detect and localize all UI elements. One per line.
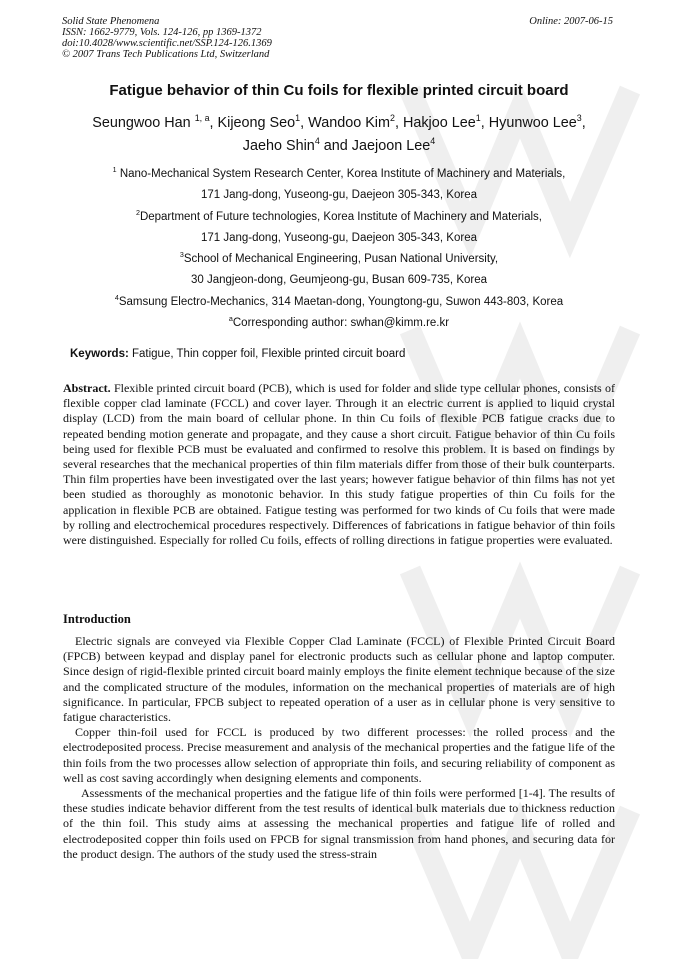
author-sup: 4 [314,136,320,147]
issn-line: ISSN: 1662-9779, Vols. 124-126, pp 1369-1372 [62,27,262,38]
paper-title: Fatigue behavior of thin Cu foils for flexible printed circuit board [109,82,569,99]
corresponding-sup: a [228,315,233,324]
affiliation-3-line-1 [40,249,638,270]
affiliation-text: Department of Future technologies, Korea Institute of Machinery and Materials, [139,210,543,223]
author-sup: 1, a [194,113,210,124]
corresponding-author [40,313,638,334]
affiliation-2-line-2: 171 Jang-dong, Yuseong-gu, Daejeon 305-343, Korea [200,231,477,244]
online-date: Online: 2007-06-15 [529,16,613,27]
intro-paragraph-2: Copper thin-foil used for FCCL is produced by two different processes: the rolled process and the electrodeposited process. Precise measurement and analysis of the mechanical properties and the fatigue life of the thin foils from the two processes allow selection of appropriate thin foils, and securing reliability of component as well as cost saving accordingly when designing elements and components. [63,725,615,785]
author-line-2 [40,136,638,157]
author-sup: 4 [430,136,436,147]
abstract-text: Flexible printed circuit board (PCB), which is used for folder and slide type cellular phones, consists of flexible copper clad laminate (FCCL) and cover layer. Through it an electric current is applied to liquid crystal display (LCD) from the main board of cellular phone. In thin Cu foils of flexible PCB fatigue cracks due to repeated bending motion generate and propagate, and they cause a short circuit. Fatigue behavior of thin Cu foils being used for flexible PCB must be evaluated and confirmed to resolve this problem. It is based on findings by several researches that the mechanical properties of thin film materials differ from those of their bulk counterparts. Thin film properties have been investigated over the last years; however fatigue behavior of thin films has not yet been studied as thoroughly as monotonic behavior. In this study fatigue properties of thin Cu foils for the application in flexible PCB are obtained. Fatigue testing was performed for two kinds of Cu foils that were made by rolling and electrochemical procedures respectively. Differences of fabrications in fatigue behavior of thin foils were distinguished. Especially for rolled Cu foils, effects of rolling directions in fatigue properties were evaluated. [63,381,615,548]
author-sup: 3 [576,113,582,124]
author-name: Kijeong Seo [217,115,296,131]
keywords-label: Keywords: [70,348,129,360]
author-name: Jaejoon Lee [351,138,431,154]
journal-name: Solid State Phenomena [62,16,160,27]
abstract [63,381,615,548]
affiliation-sup: 4 [114,293,119,302]
affiliation-text: Samsung Electro-Mechanics, 314 Maetan-dong, Youngtong-gu, Suwon 443-803, Korea [118,295,564,308]
abstract-label: Abstract. [63,381,111,395]
affiliation-sup: 3 [179,251,184,260]
keywords [70,348,405,360]
affiliation-1-line-1 [40,164,638,185]
affiliation-text: School of Mechanical Engineering, Pusan National University, [183,253,499,266]
author-name: Hakjoo Lee [402,115,476,131]
keywords-text: Fatigue, Thin copper foil, Flexible printed circuit board [128,348,406,360]
affiliation-1-line-2: 171 Jang-dong, Yuseong-gu, Daejeon 305-343, Korea [200,189,477,202]
introduction-body [63,634,615,862]
author-name: Wandoo Kim [308,115,390,131]
affiliation-text: Nano-Mechanical System Research Center, Korea Institute of Machinery and Materials, [116,168,566,180]
author-line-1: Seungwoo Han $^{1, a}$, Kijeong Seo$^1$, Wandoo Kim$^2$, Hakjoo Lee$^1$, Hyunwoo Lee$^3$, [92,113,586,131]
affiliation-sup: 1 [112,166,117,175]
authors-and: and [323,138,348,154]
copyright-line: © 2007 Trans Tech Publications Ltd, Switzerland [62,49,270,60]
author-name: Seungwoo Han [92,115,191,131]
affiliation-3-line-2: 30 Jangjeon-dong, Geumjeong-gu, Busan 609-735, Korea [190,274,488,287]
introduction-heading: Introduction [63,612,131,626]
affiliation-4-line-1 [40,292,638,313]
affiliations [40,164,638,334]
corresponding-text: Corresponding author: swhan@kimm.re.kr [232,317,450,330]
doi-line: doi:10.4028/www.scientific.net/SSP.124-126.1369 [62,38,272,49]
journal-header [62,16,272,60]
affiliation-sup: 2 [135,208,140,217]
intro-paragraph-1: Electric signals are conveyed via Flexible Copper Clad Laminate (FCCL) of Flexible Printed Circuit Board (FPCB) between keypad and display panel for electronic products such as cellular phone and laptop computer. Since design of rigid-flexible printed circuit board mainly employs the finite element technique because of the size and the complicated structure of the modules, information on the mechanical properties of materials are of high significance. In particular, FPCB subject to repeated operation of a user as in cellular phone is very sensitive to fatigue characteristics. [63,634,615,725]
intro-paragraph-3: Assessments of the mechanical properties and the fatigue life of thin foils were performed [1-4]. The results of these studies indicate behavior different from the test results of identical bulk materials due to thickness reduction of the thin foil. This study aims at assessing the mechanical properties and fatigue life of rolled and electrodeposited copper thin foils used on FPCB for signal transmission from hand phones, and securing data for the product design. The authors of the study used the stress-strain [63,786,615,861]
affiliation-2-line-1 [40,207,638,228]
author-name: Jaeho Shin [242,138,315,154]
author-sup: 1 [295,113,301,124]
author-name: Hyunwoo Lee [488,115,577,131]
author-sup: 2 [390,113,395,124]
author-sup: 1 [475,113,481,124]
